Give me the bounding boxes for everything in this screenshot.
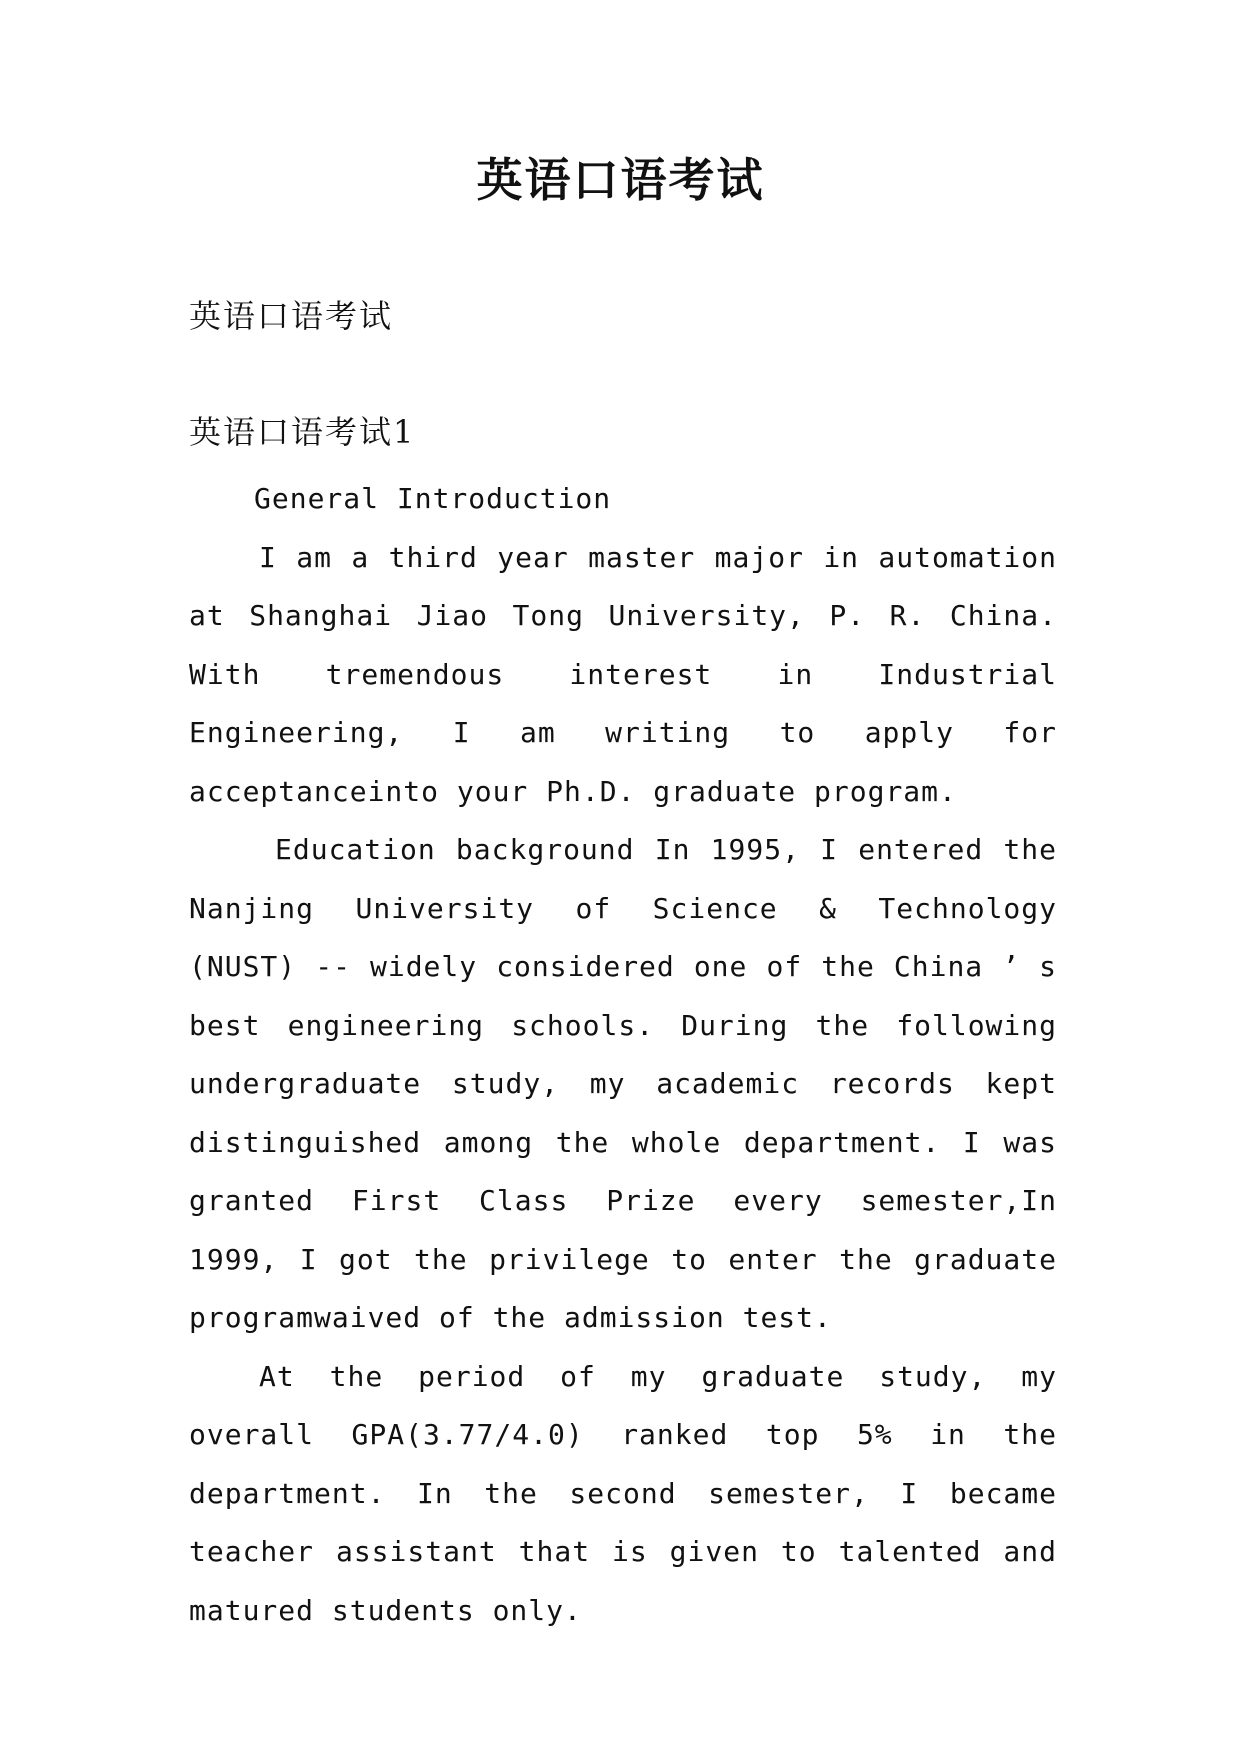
paragraph-graduate-study: At the period of my graduate study, my overall GPA(3.77/4.0) ranked top 5% in the department. In the second semester, I became teacher assistant that is given to talented and matured students only. — [189, 1359, 1057, 1627]
paragraph-introduction: I am a third year master major in automation at Shanghai Jiao Tong University, P. R. China. With tremendous interest in Industrial Engineering, I am writing to apply for acceptanceinto your Ph.D. graduate program. — [189, 540, 1057, 808]
body-text — [189, 470, 1057, 1640]
paragraph-education-background: Education background In 1995, I entered the Nanjing University of Science & Technology (NUST) -- widely considered one of the China ’ s best engineering schools. During the following undergraduate study, my academic records kept distinguished among the whole department. I was granted First Class Prize every semester,In 1999, I got the privilege to enter the graduate programwaived of the admission test. — [189, 833, 1057, 1334]
section-heading: 英语口语考试1 — [189, 413, 416, 451]
document-subtitle: 英语口语考试 — [189, 297, 394, 335]
paragraph-general-introduction: General Introduction — [254, 482, 612, 515]
document-title: 英语口语考试 — [476, 153, 765, 207]
